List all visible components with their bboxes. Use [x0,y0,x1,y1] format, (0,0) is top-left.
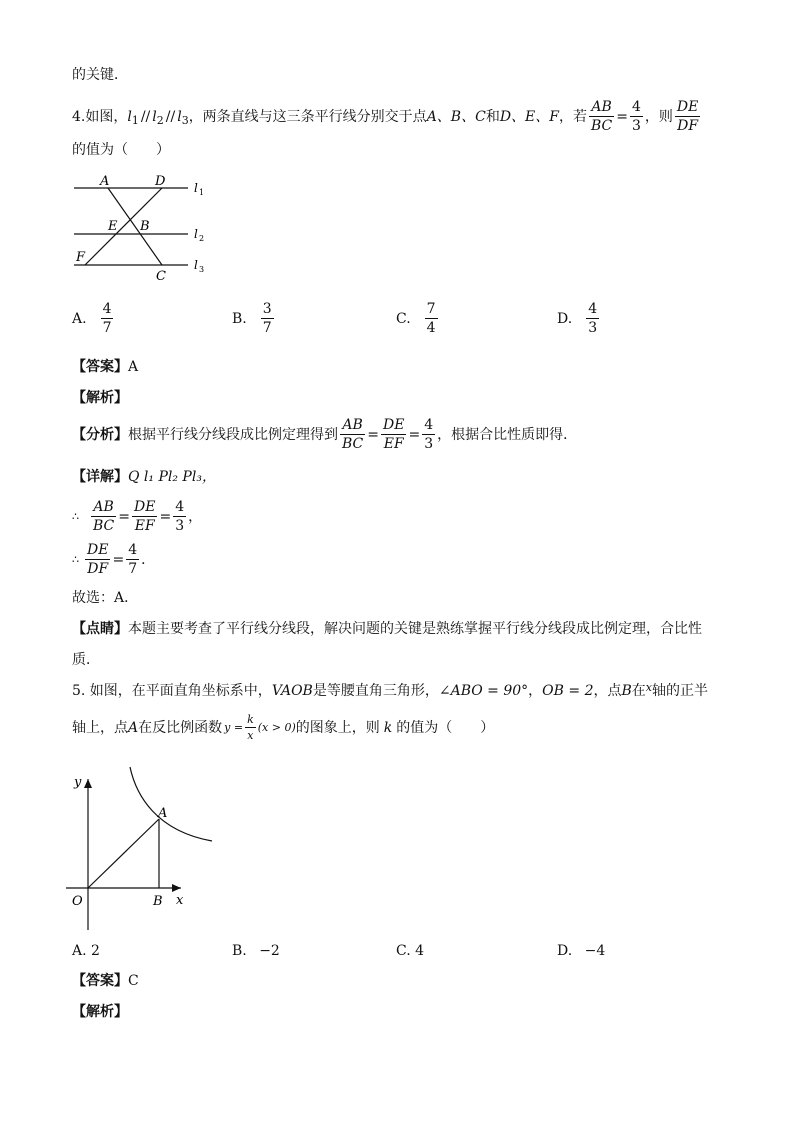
label-l1-sub: 1 [199,188,205,197]
q4-step-2 [72,543,155,576]
l3-symbol: l [177,108,182,125]
choice-label: D. [557,943,573,959]
q5-choice-a[interactable] [72,944,100,958]
denominator: EF [383,436,404,452]
denominator: x [247,729,254,742]
choice-value: −2 [259,943,280,959]
continuation-text: 的关键． [72,67,128,83]
q4-comment-line1 [72,622,702,636]
parallel-symbol: // [140,108,151,125]
fraction-k-x [245,714,256,741]
choice-label: C. [396,943,411,959]
answer-value: C [128,973,139,989]
q5-choice-d[interactable] [557,944,605,958]
fenxi-tag: 【分析】 [72,426,128,443]
q5-choice-c[interactable] [396,944,424,958]
label-y: y [74,775,82,790]
denominator: 4 [426,320,436,336]
fraction-de-ef [132,500,157,533]
label-B: B [140,219,150,234]
choice-label: A. [72,310,87,327]
equals: = [616,108,628,125]
point-a: A [128,719,139,736]
q5-text: 是等腰直角三角形， [312,683,439,699]
choice-value: 2 [91,943,100,959]
fraction-4-3 [630,100,643,133]
numerator: 4 [631,99,641,115]
choice-fraction [261,302,274,335]
points-abc: A、B、C [426,108,486,125]
choice-label: B. [232,310,247,327]
numerator: 4 [588,301,598,317]
angle-abo: ∠ABO = 90° [438,683,529,699]
label-l3-sub: 3 [199,265,205,274]
q4-choice-c[interactable] [396,302,440,335]
q5-text: 轴上，点 [72,719,128,736]
q4-number: 4. [72,108,86,125]
points-def: D、E、F [499,108,559,125]
denominator: 7 [102,320,112,336]
denominator: BC [342,436,364,452]
denominator: 3 [175,518,185,534]
label-A: A [100,174,110,189]
fraction-ab-bc [589,100,614,133]
q4-choice-b[interactable] [232,302,276,335]
label-A: A [158,806,168,821]
choice-label: D. [557,310,573,327]
numerator: AB [93,499,114,515]
and-text: 和 [485,108,500,125]
equals: = [408,426,421,443]
label-F: F [76,250,86,265]
denominator: 7 [262,320,272,336]
q4-intro: 如图， [85,108,128,125]
q5-coordinate-figure [66,765,216,935]
label-l2: l [194,227,198,241]
q4-fenxi-line [72,418,577,451]
fraction-ab-bc [340,418,365,451]
numerator: 4 [128,542,138,558]
numerator: DE [87,542,109,558]
label-D: D [155,174,166,189]
comma: ， [188,508,203,525]
q4-detail-line [72,470,216,484]
detail-text: Q l₁ Pl₂ Pl₃， [128,469,216,485]
fraction-4-3 [173,500,186,533]
numerator: DE [383,417,405,433]
segment-oa [88,819,159,888]
numerator: 3 [262,301,272,317]
comment-tag: 【点睛】 [72,621,128,637]
choice-fraction [425,302,438,335]
label-B: B [153,894,163,909]
fenxi-end: ，根据合比性质即得． [437,426,578,443]
label-l1: l [194,181,198,195]
numerator: AB [591,99,612,115]
q5-text: 在 [631,683,646,699]
q5-text: 轴的正半 [652,683,708,699]
q5-choice-b[interactable] [232,944,280,958]
choice-label: C. [396,310,411,327]
fraction-ab-bc [91,500,116,533]
l2-subscript: 2 [156,114,164,127]
therefore-symbol: ∴ [72,510,79,523]
l2-symbol: l [152,108,157,125]
denominator: BC [93,518,115,534]
denominator: 3 [631,118,641,134]
numerator: AB [342,417,363,433]
denominator: 3 [588,320,598,336]
denominator: DF [87,561,109,577]
denominator: DF [677,118,699,134]
fraction-de-ef [381,418,406,451]
fraction-4-3 [422,418,435,451]
label-C: C [156,269,166,284]
equals: = [159,508,172,525]
choice-label: B. [232,943,247,959]
q5-text: 的值为（ ） [396,719,495,736]
period: ． [141,551,156,568]
hyperbola-curve [130,767,212,841]
l1-symbol: l [127,108,132,125]
q5-text: ，点 [593,683,622,699]
numerator: k [247,713,254,726]
denominator: 3 [424,436,434,452]
q4-step-1 [72,500,202,533]
equals: = [118,508,130,525]
fraction-de-df [675,100,700,133]
q4-choose: 故选：A． [72,590,139,606]
q4-stem-line2: 的值为（ ） [72,142,170,158]
fraction-4-7 [126,543,139,576]
q4-parallel-lines-figure [70,170,220,285]
answer-tag: 【答案】 [72,973,128,989]
q4-stem-line1 [72,100,702,133]
ob-length: OB = 2 [542,683,594,699]
detail-tag: 【详解】 [72,469,128,485]
k-symbol: k [383,719,393,736]
equals: = [112,551,125,568]
numerator: 4 [102,301,112,317]
denominator: BC [590,118,613,134]
q4-choice-a[interactable] [72,302,115,335]
triangle-aob: VAOB [271,683,313,699]
numerator: 4 [424,417,434,433]
if-text: ，若 [558,108,587,125]
y-axis-arrow [84,779,92,788]
denominator: EF [134,518,155,534]
y-equals: y = [224,721,244,734]
numerator: DE [134,499,156,515]
q5-text: 的图象上，则 [295,719,380,736]
l3-subscript: 3 [181,114,189,127]
x-axis-symbol: x [645,680,652,694]
label-x: x [176,893,184,908]
choice-value: 4 [415,943,425,959]
q4-comment-line2: 质． [72,652,100,668]
l1-subscript: 1 [131,114,139,127]
label-E: E [108,219,118,234]
then-text: ，则 [644,108,673,125]
choice-label: A. [72,943,87,959]
choice-value: −4 [584,943,606,959]
point-b: B [621,683,632,699]
equals: = [367,426,379,443]
q5-text: 在反比例函数 [138,719,223,736]
q5-stem-line1 [72,680,708,699]
x-axis-arrow [172,884,181,892]
label-l2-sub: 2 [199,234,205,243]
therefore-symbol: ∴ [72,553,79,566]
numerator: 4 [175,499,185,515]
q5-answer [72,974,139,988]
numerator: 7 [426,301,436,317]
label-l3: l [194,258,198,272]
q4-choice-d[interactable] [557,302,601,335]
q5-stem-line2 [72,714,494,741]
choice-fraction [586,302,599,335]
label-O: O [72,894,83,909]
q4-analysis-tag: 【解析】 [72,390,128,406]
comment-text: 本题主要考查了平行线分线段，解决问题的关键是熟练掌握平行线分线段成比例定理，合比性 [128,621,702,637]
comma: ， [528,683,543,699]
q5-intro: 5. 如图，在平面直角坐标系中， [72,683,272,699]
q4-intro-text: ，两条直线与这三条平行线分别交于点 [188,108,427,125]
q4-answer [72,360,138,374]
fenxi-text: 根据平行线分线段成比例定理得到 [128,426,338,443]
answer-tag: 【答案】 [72,359,128,375]
domain-condition: (x > 0) [257,721,296,734]
denominator: 7 [128,561,138,577]
q5-analysis-tag: 【解析】 [72,1004,128,1020]
fraction-de-df [85,543,110,576]
answer-value: A [128,359,139,375]
line-df [85,188,162,265]
choice-fraction [101,302,114,335]
numerator: DE [676,99,699,115]
parallel-symbol: // [165,108,176,125]
